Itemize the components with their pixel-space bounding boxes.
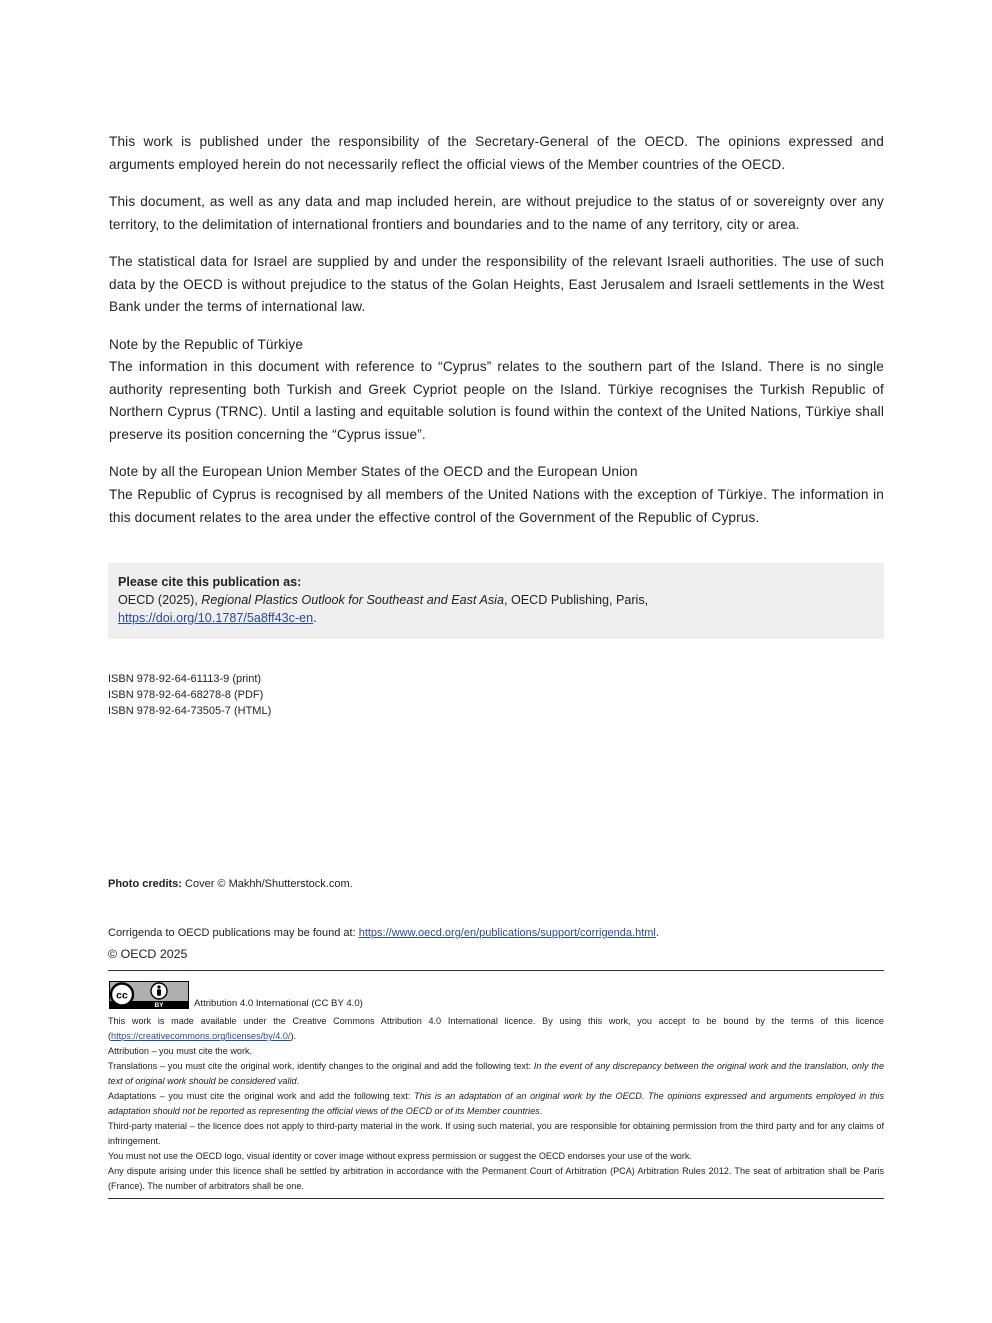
translations-end: . bbox=[296, 1076, 300, 1086]
isbn-print: ISBN 978-92-64-61113-9 (print) bbox=[108, 673, 262, 685]
divider-top bbox=[108, 970, 884, 971]
citation-box bbox=[108, 563, 884, 639]
divider-bottom bbox=[108, 1198, 884, 1199]
citation-end: . bbox=[313, 611, 317, 625]
note-eu-heading: Note by all the European Union Member States of the OECD and the European Union bbox=[109, 464, 638, 479]
licence-label: Attribution 4.0 International (CC BY 4.0) bbox=[194, 998, 363, 1009]
licence-logo-use: You must not use the OECD logo, visual identity or cover image without express permission or suggest the OECD endorses your use of the work. bbox=[108, 1151, 692, 1161]
isbn-html: ISBN 978-92-64-73505-7 (HTML) bbox=[108, 705, 272, 717]
licence-link[interactable]: https://creativecommons.org/licenses/by/4.0/ bbox=[111, 1031, 291, 1041]
photo-credits-text: Cover © Makhh/Shutterstock.com. bbox=[181, 878, 353, 890]
corrigenda-line bbox=[108, 927, 659, 939]
adaptations-italic: This is an adaptation of an original work by the OECD. The opinions expressed and arguments employed in this adaptation should not be reported as representing the official views of the OECD or of its Member countries bbox=[108, 1091, 884, 1116]
licence-third-party: Third-party material – the licence does not apply to third-party material in the work. If using such material, you are responsible for obtaining permission from the third party and for any claims of infringement. bbox=[108, 1121, 884, 1146]
responsibility-paragraph: This work is published under the responsibility of the Secretary-General of the OECD. The opinions expressed and arguments employed herein do not necessarily reflect the official views of the Member countries of the OECD. bbox=[109, 134, 884, 172]
licence-intro-end: ). bbox=[290, 1031, 297, 1041]
citation-suffix: , OECD Publishing, Paris, bbox=[503, 593, 649, 607]
citation-title: Regional Plastics Outlook for Southeast and East Asia bbox=[201, 593, 504, 607]
copyright: © OECD 2025 bbox=[108, 947, 188, 961]
citation-prefix: OECD (2025), bbox=[118, 593, 202, 607]
adaptations-end: . bbox=[539, 1106, 543, 1116]
photo-credits bbox=[108, 878, 353, 890]
translations-italic: In the event of any discrepancy between the original work and the translation, only the text of original work should be considered valid bbox=[108, 1061, 885, 1086]
israel-data-paragraph: The statistical data for Israel are supplied by and under the responsibility of the relevant Israeli authorities. The use of such data by the OECD is without prejudice to the status of the Golan Heights, East Jerusalem and Israeli settlements in the West Bank under the terms of international law. bbox=[109, 254, 884, 315]
licence-translations bbox=[108, 1059, 884, 1089]
cc-by-logo-icon bbox=[109, 981, 189, 1009]
adaptations-lead: Adaptations – you must cite the original work and add the following text: bbox=[108, 1091, 415, 1101]
corrigenda-text: Corrigenda to OECD publications may be found at: bbox=[108, 927, 359, 939]
corrigenda-end: . bbox=[655, 927, 659, 939]
licence-intro-text: This work is made available under the Creative Commons Attribution 4.0 International licence. By using this work, you accept to be bound by the terms of this licence ( bbox=[108, 1016, 884, 1041]
translations-lead: Translations – you must cite the original work, identify changes to the original and add the following text: bbox=[108, 1061, 534, 1071]
licence-terms bbox=[108, 1014, 884, 1194]
photo-credits-label: Photo credits: bbox=[108, 878, 182, 890]
isbn-list bbox=[108, 671, 271, 719]
prejudice-paragraph: This document, as well as any data and map included herein, are without prejudice to the status of or sovereignty over any territory, to the delimitation of international frontiers and boundaries and to the name of any territory, city or area. bbox=[109, 194, 884, 232]
licence-adaptations bbox=[108, 1089, 884, 1119]
svg-text:cc: cc bbox=[116, 989, 128, 1002]
doi-link[interactable]: https://doi.org/10.1787/5a8ff43c-en bbox=[118, 611, 314, 625]
licence-attribution: Attribution – you must cite the work. bbox=[108, 1046, 253, 1056]
licence-intro bbox=[108, 1014, 884, 1044]
note-turkiye-heading: Note by the Republic of Türkiye bbox=[109, 337, 304, 352]
isbn-pdf: ISBN 978-92-64-68278-8 (PDF) bbox=[108, 689, 264, 701]
cc-by-logo-label: BY bbox=[154, 1002, 164, 1009]
note-turkiye-text: The information in this document with reference to “Cyprus” relates to the southern part of the Island. There is no single authority representing both Turkish and Greek Cypriot people on the Island. Türkiye recognises the Turkish Republic of Northern Cyprus (TRNC). Until a lasting and equitable solution is found within the context of the United Nations, Türkiye shall preserve its position concerning the “Cyprus issue”. bbox=[109, 359, 884, 442]
note-eu-text: The Republic of Cyprus is recognised by all members of the United Nations with the exception of Türkiye. The information in this document relates to the area under the effective control of the Government of the Republic of Cyprus. bbox=[109, 487, 884, 525]
citation-heading: Please cite this publication as: bbox=[118, 575, 302, 589]
corrigenda-link[interactable]: https://www.oecd.org/en/publications/support/corrigenda.html bbox=[358, 927, 656, 939]
licence-dispute: Any dispute arising under this licence shall be settled by arbitration in accordance with the Permanent Court of Arbitration (PCA) Arbitration Rules 2012. The seat of arbitration shall be Paris (France). The number of arbitrators shall be one. bbox=[108, 1166, 884, 1191]
